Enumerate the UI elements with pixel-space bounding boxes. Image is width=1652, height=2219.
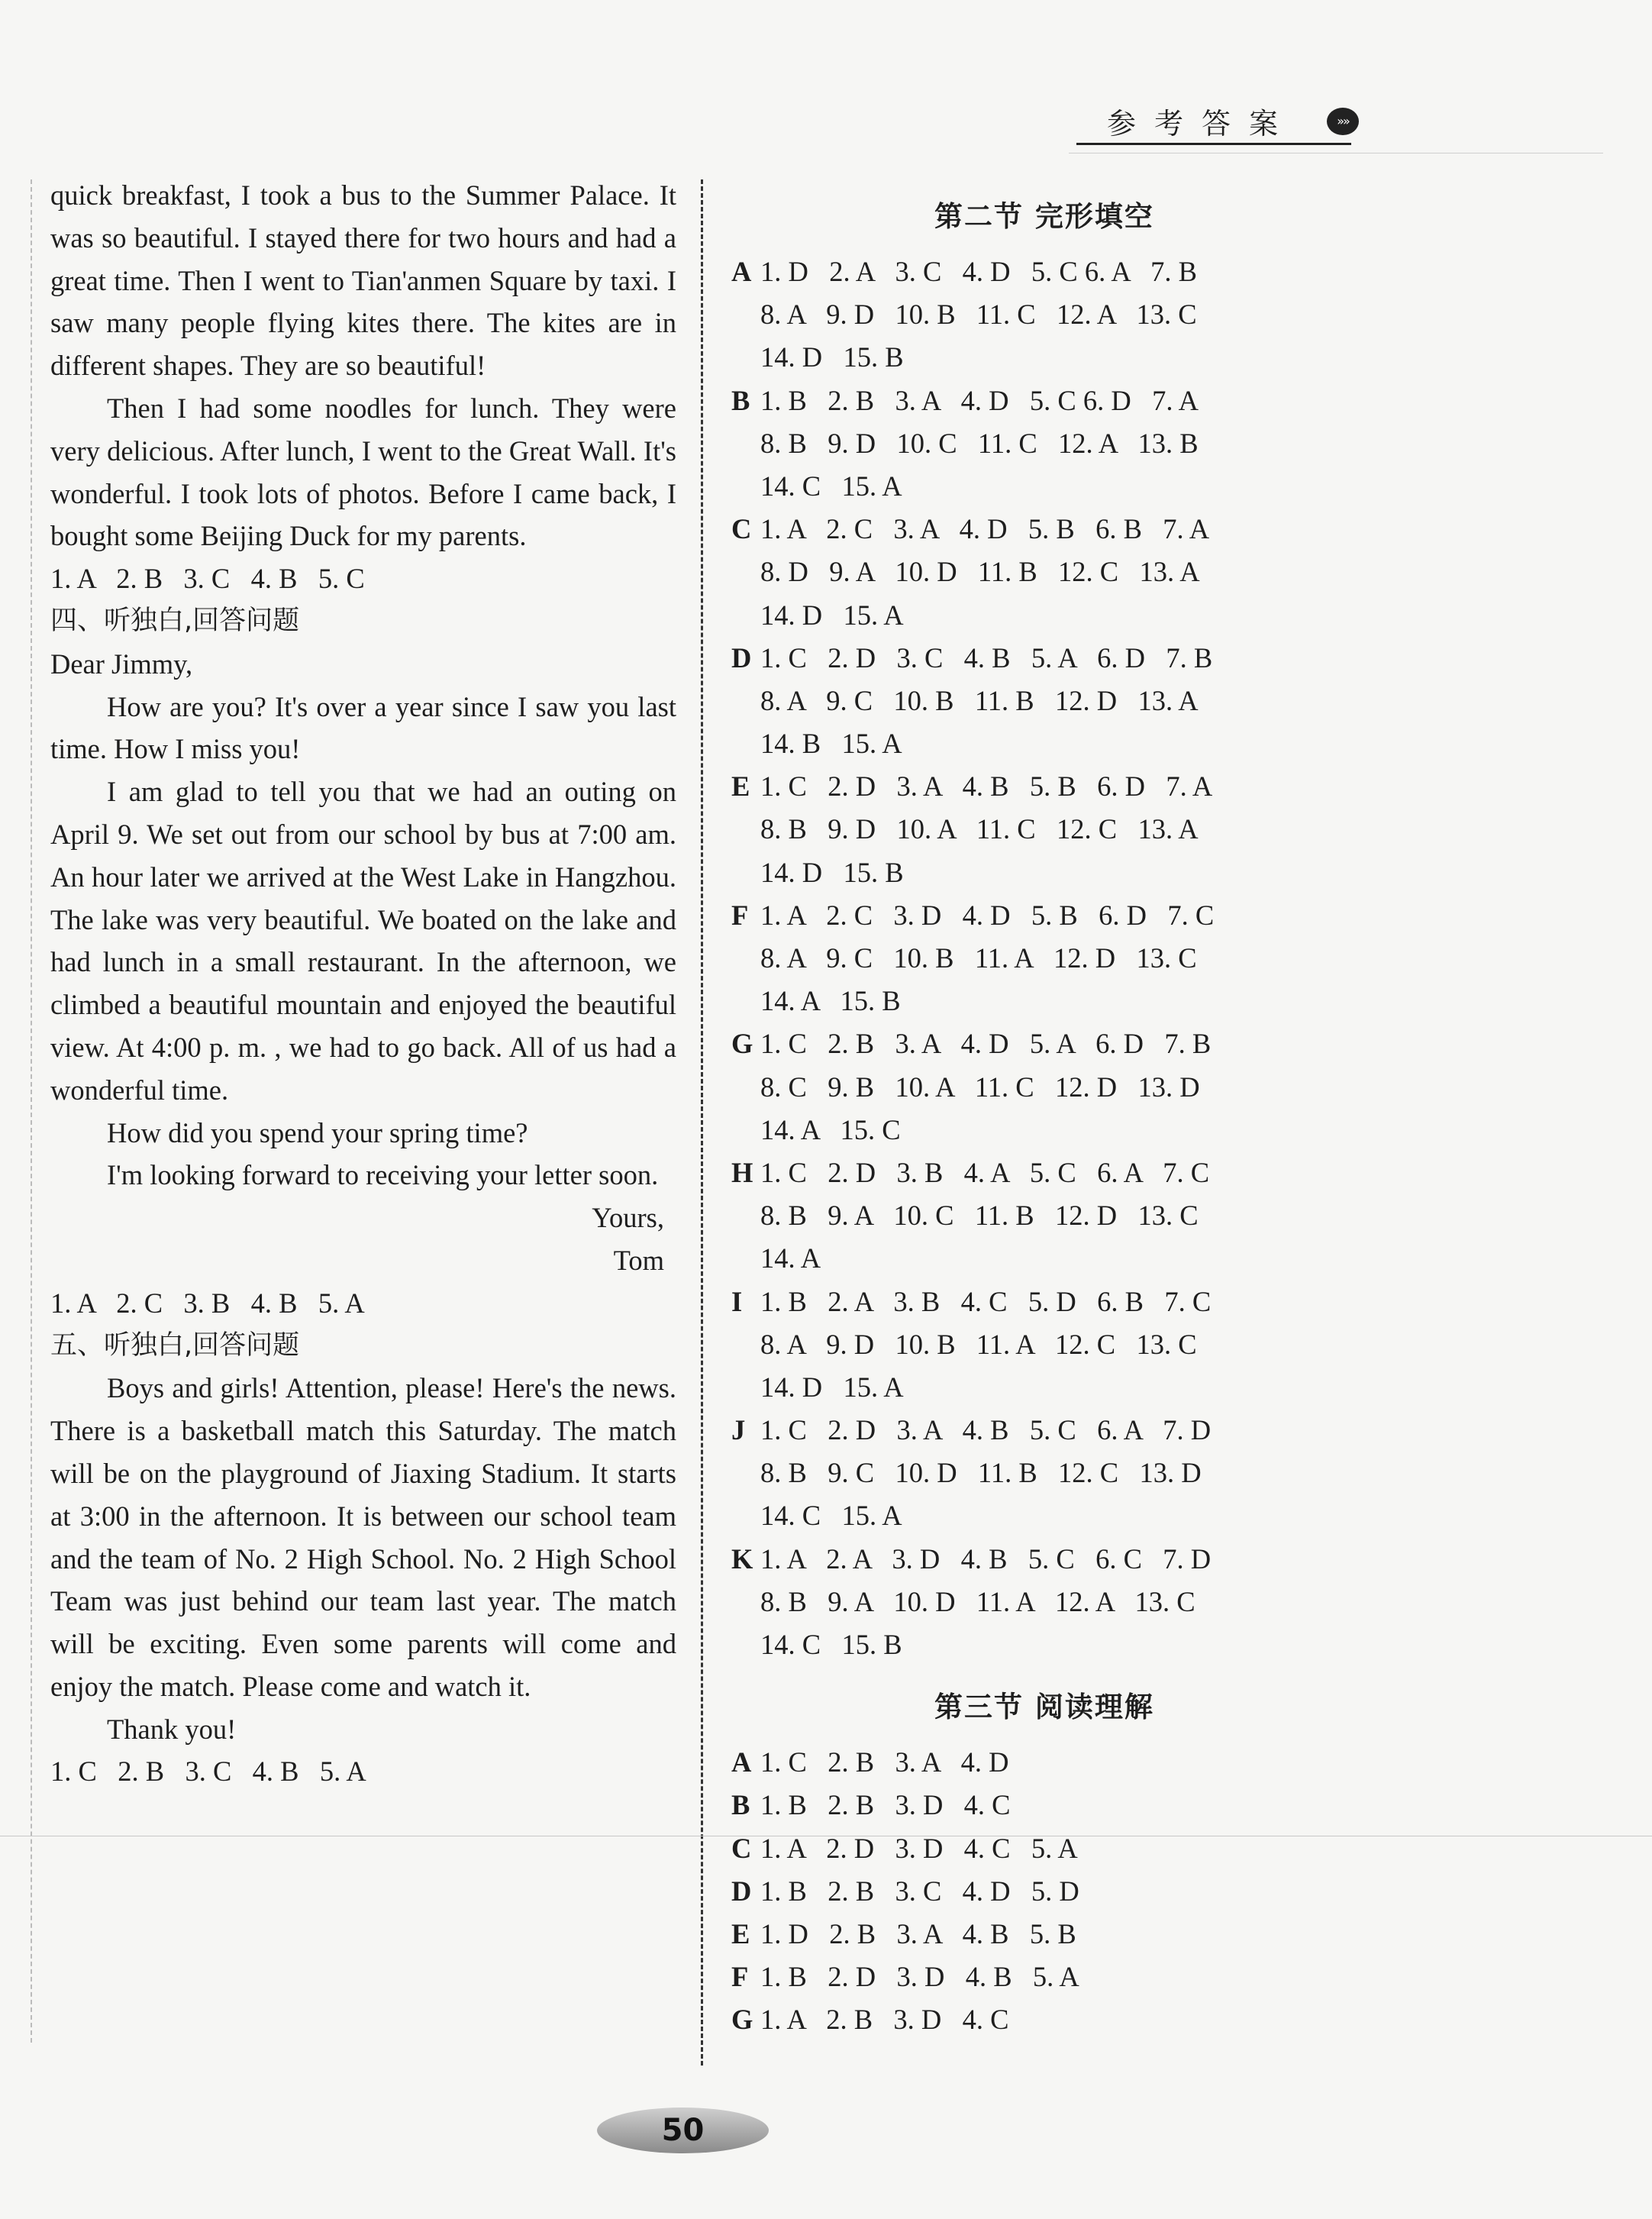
answer-group — [731, 250, 1327, 380]
answer-line: 1. D 2. A 3. C 4. D 5. C 6. A 7. B — [760, 256, 1197, 287]
group-letter: G — [731, 1028, 753, 1060]
group-letter: B — [731, 384, 750, 416]
group-letter: G — [731, 2004, 753, 2036]
column-divider — [701, 179, 703, 2066]
group-letter: C — [731, 513, 752, 545]
group-letter: K — [731, 1542, 753, 1575]
answer-group — [731, 1998, 1327, 2041]
passage-paragraph: How are you? It's over a year since I saw you last time. How I miss you! — [50, 690, 676, 765]
answer-line: 1. C 2. B 3. A 4. D 5. A 6. D 7. B — [760, 1028, 1212, 1060]
answer-group — [731, 1151, 1327, 1281]
section-title-reading: 第三节 阅读理解 — [934, 1691, 1154, 1724]
group-letter: B — [731, 1789, 750, 1821]
group-letter: H — [731, 1156, 753, 1188]
answer-group — [731, 1409, 1327, 1538]
answer-line: 14. C 15. A — [760, 470, 902, 502]
group-letter: D — [731, 1875, 752, 1907]
answer-line: 1. B 2. B 3. A 4. D 5. C 6. D 7. A — [760, 384, 1199, 416]
answer-line: 14. C 15. B — [760, 1629, 902, 1660]
section-heading: 四、听独白,回答问题 — [50, 605, 300, 636]
binding-edge — [31, 179, 32, 2043]
answer-group — [731, 380, 1327, 509]
answer-group — [731, 1784, 1327, 1827]
answer-line: 1. A 2. D 3. D 4. C 5. A — [760, 1832, 1078, 1864]
answer-group — [731, 1022, 1327, 1151]
answer-line: 14. B 15. A — [760, 728, 902, 760]
answer-group — [731, 1741, 1327, 1784]
answer-line: 8. A 9. D 10. B 11. A 12. C 13. C — [760, 1328, 1197, 1360]
answer-line: 8. A 9. C 10. B 11. B 12. D 13. A — [760, 684, 1199, 716]
header-underline — [1076, 143, 1351, 145]
answer-line: 1. A 2. B 3. D 4. C — [760, 2004, 1009, 2036]
answer-group — [731, 894, 1327, 1023]
answer-line: 8. A 9. D 10. B 11. C 12. A 13. C — [760, 299, 1197, 331]
answer-line: 1. D 2. B 3. A 4. B 5. B — [760, 1917, 1076, 1949]
page-number: 50 — [597, 2108, 769, 2153]
answer-line: 8. B 9. D 10. A 11. C 12. C 13. A — [760, 813, 1199, 845]
answer-line: 1. C 2. B 3. A 4. D — [760, 1746, 1009, 1778]
answer-line: 8. A 9. C 10. B 11. A 12. D 13. C — [760, 942, 1197, 974]
letter-greeting: Dear Jimmy, — [50, 648, 193, 680]
group-letter: F — [731, 899, 749, 931]
answer-group — [731, 1281, 1327, 1410]
answer-line: 1. C 2. D 3. C 4. B 5. A 6. D 7. B — [760, 641, 1213, 673]
answer-line: 14. D 15. B — [760, 341, 904, 373]
answer-line: 8. B 9. A 10. C 11. B 12. D 13. C — [760, 1200, 1199, 1232]
answer-group — [731, 1538, 1327, 1667]
section-heading: 五、听独白,回答问题 — [50, 1329, 300, 1361]
answer-line: 1. A 2. C 3. B 4. B 5. A — [50, 1287, 365, 1319]
answer-group — [731, 765, 1327, 894]
group-letter: I — [731, 1285, 743, 1317]
answer-line: 1. C 2. D 3. A 4. B 5. B 6. D 7. A — [760, 770, 1213, 803]
answer-line: 8. C 9. B 10. A 11. C 12. D 13. D — [760, 1071, 1200, 1103]
answer-line: 8. B 9. C 10. D 11. B 12. C 13. D — [760, 1457, 1202, 1489]
letter-closing: Yours, — [592, 1202, 664, 1234]
answer-line: 1. A 2. B 3. C 4. B 5. C — [50, 563, 365, 595]
answer-group — [731, 508, 1327, 637]
letter-signature: Tom — [613, 1244, 664, 1276]
answer-line: 14. C 15. A — [760, 1500, 902, 1532]
answer-line: 1. A 2. A 3. D 4. B 5. C 6. C 7. D — [760, 1542, 1212, 1575]
answer-line: 1. C 2. D 3. A 4. B 5. C 6. A 7. D — [760, 1414, 1212, 1446]
right-column — [731, 183, 1327, 2042]
group-letter: J — [731, 1414, 746, 1446]
group-letter: A — [731, 1746, 752, 1778]
group-letter: A — [731, 256, 752, 287]
page-header — [1069, 95, 1374, 149]
left-column — [50, 174, 676, 1793]
answer-group — [731, 1913, 1327, 1956]
answer-group — [731, 1827, 1327, 1870]
answer-line: 1. B 2. A 3. B 4. C 5. D 6. B 7. C — [760, 1285, 1212, 1317]
group-letter: C — [731, 1832, 752, 1864]
answer-line: 1. B 2. B 3. D 4. C — [760, 1789, 1011, 1821]
passage-paragraph: How did you spend your spring time? — [107, 1116, 528, 1148]
answer-line: 8. D 9. A 10. D 11. B 12. C 13. A — [760, 556, 1200, 588]
passage-paragraph: quick breakfast, I took a bus to the Summer Palace. It was so beautiful. I stayed there for two hours and had a great time. Then I went to Tian'anmen Square by taxi. I saw many people flying kites there. The kites are in different shapes. They are so beautiful! — [50, 179, 676, 382]
answer-line: 14. D 15. A — [760, 1371, 904, 1403]
passage-paragraph: I am glad to tell you that we had an outing on April 9. We set out from our school by bus at 7:00 am. An hour later we arrived at the West Lake in Hangzhou. The lake was very beautiful. We boated on the lake and had lunch in a small restaurant. In the afternoon, we climbed a beautiful mountain and enjoyed the beautiful view. At 4:00 p. m. , we had to go back. All of us had a wonderful time. — [50, 776, 676, 1106]
answer-line: 14. A 15. B — [760, 985, 901, 1017]
answer-group — [731, 1956, 1327, 1998]
passage-paragraph: Thank you! — [107, 1713, 237, 1745]
answer-line: 8. B 9. D 10. C 11. C 12. A 13. B — [760, 427, 1199, 459]
header-title: 参考答案 — [1107, 107, 1297, 141]
passage-paragraph: Boys and girls! Attention, please! Here's the news. There is a basketball match this Saturday. The match will be on the playground of Jiaxing Stadium. It starts at 3:00 in the afternoon. It is between our school team and the team of No. 2 High School. No. 2 High School Team was just behind our team last year. The match will be exciting. Even some parents will come and enjoy the match. Please come and watch it. — [50, 1372, 676, 1702]
answer-line: 8. B 9. A 10. D 11. A 12. A 13. C — [760, 1585, 1195, 1617]
answer-line: 1. A 2. C 3. A 4. D 5. B 6. B 7. A — [760, 513, 1210, 545]
passage-paragraph: I'm looking forward to receiving your letter soon. — [107, 1159, 659, 1191]
answer-line: 1. C 2. D 3. B 4. A 5. C 6. A 7. C — [760, 1156, 1210, 1188]
group-letter: E — [731, 1917, 750, 1949]
group-letter: F — [731, 1961, 749, 1993]
answer-line: 1. B 2. D 3. D 4. B 5. A — [760, 1961, 1079, 1993]
answer-line: 1. C 2. B 3. C 4. B 5. A — [50, 1755, 366, 1788]
answer-group — [731, 637, 1327, 766]
passage-paragraph: Then I had some noodles for lunch. They were very delicious. After lunch, I went to the Great Wall. It's wonderful. I took lots of photos. Before I came back, I bought some Beijing Duck for my parents. — [50, 392, 676, 552]
arrow-icon: »» — [1327, 108, 1359, 135]
answer-line: 14. A 15. C — [760, 1113, 901, 1145]
group-letter: D — [731, 641, 752, 673]
answer-line: 14. D 15. A — [760, 599, 904, 631]
answer-line: 14. D 15. B — [760, 856, 904, 888]
answer-line: 1. B 2. B 3. C 4. D 5. D — [760, 1875, 1079, 1907]
answer-group — [731, 1870, 1327, 1913]
answer-line: 14. A — [760, 1242, 821, 1274]
group-letter: E — [731, 770, 750, 803]
section-title-cloze: 第二节 完形填空 — [934, 200, 1154, 233]
answer-line: 1. A 2. C 3. D 4. D 5. B 6. D 7. C — [760, 899, 1215, 931]
